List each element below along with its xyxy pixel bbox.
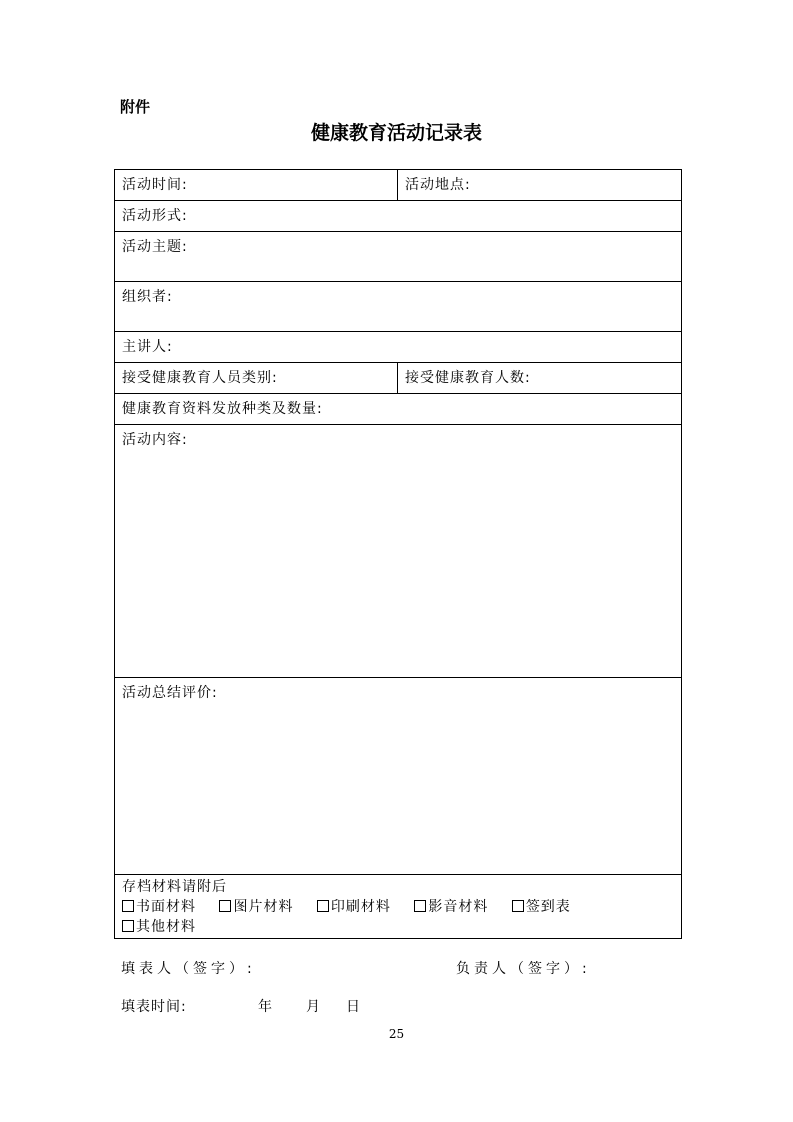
speaker-field[interactable]: 主讲人: <box>115 332 682 363</box>
health-education-record-form <box>114 169 682 939</box>
activity-time-field[interactable]: 活动时间: <box>115 170 398 201</box>
activity-format-field[interactable]: 活动形式: <box>115 201 682 232</box>
archive-option-printed[interactable]: 印刷材料 <box>317 897 391 917</box>
archive-option-audiovisual[interactable]: 影音材料 <box>414 897 488 917</box>
checkbox-icon[interactable] <box>512 900 524 912</box>
archive-option-signin-sheet[interactable]: 签到表 <box>512 897 571 917</box>
fill-date-label: 填表时间: <box>121 999 187 1015</box>
checkbox-icon[interactable] <box>122 900 134 912</box>
activity-evaluation-field[interactable]: 活动总结评价: <box>115 678 682 875</box>
checkbox-icon[interactable] <box>414 900 426 912</box>
activity-location-field[interactable]: 活动地点: <box>398 170 682 201</box>
checkbox-icon[interactable] <box>219 900 231 912</box>
month-label: 月 <box>306 999 321 1015</box>
recipient-count-field[interactable]: 接受健康教育人数: <box>398 363 682 394</box>
activity-content-field[interactable]: 活动内容: <box>115 425 682 678</box>
archive-option-written[interactable]: 书面材料 <box>122 897 196 917</box>
filler-signature-label: 填表人（签字）: <box>121 961 256 977</box>
archive-option-pictures[interactable]: 图片材料 <box>219 897 293 917</box>
archive-materials-cell <box>115 875 682 939</box>
day-label: 日 <box>346 999 361 1015</box>
checkbox-icon[interactable] <box>122 920 134 932</box>
year-label: 年 <box>258 999 273 1015</box>
page-title: 健康教育活动记录表 <box>310 122 482 144</box>
responsible-signature-label: 负责人（签字）: <box>456 961 591 977</box>
recipient-category-field[interactable]: 接受健康教育人员类别: <box>115 363 398 394</box>
activity-theme-field[interactable]: 活动主题: <box>115 232 682 282</box>
page-number: 25 <box>388 1027 405 1041</box>
checkbox-icon[interactable] <box>317 900 329 912</box>
archive-option-other[interactable]: 其他材料 <box>122 917 196 937</box>
materials-distributed-field[interactable]: 健康教育资料发放种类及数量: <box>115 394 682 425</box>
archive-heading: 存档材料请附后 <box>122 879 227 895</box>
organizer-field[interactable]: 组织者: <box>115 282 682 332</box>
attachment-label: 附件 <box>120 98 151 116</box>
